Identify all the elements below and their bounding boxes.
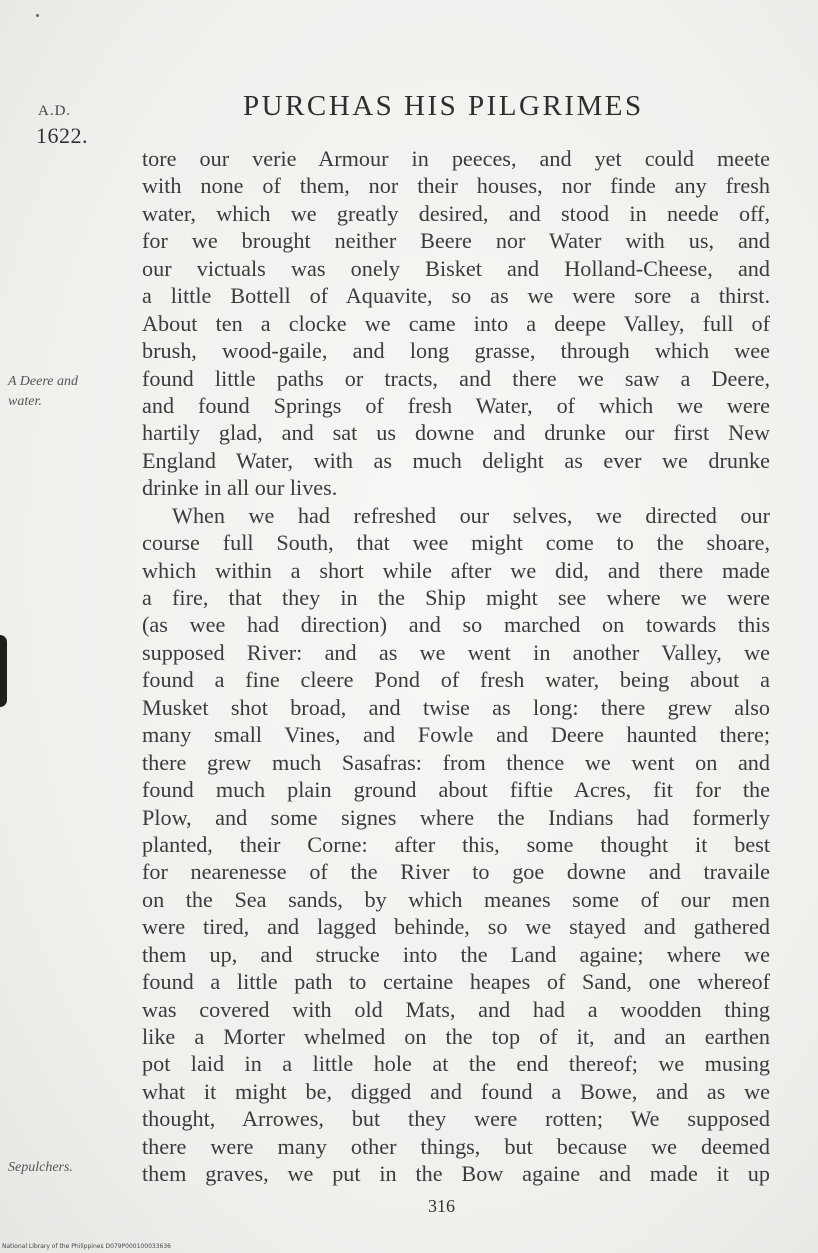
text-line: which within a short while after we did, and there made	[142, 557, 770, 583]
year-label: 1622.	[36, 123, 88, 148]
text-line: hartily glad, and sat us downe and drunke our first New	[142, 420, 770, 446]
text-line: course full South, that wee might come to the shoare,	[142, 530, 770, 556]
text-line: with none of them, nor their houses, nor finde any fresh	[142, 173, 770, 199]
text-line: brush, wood-gaile, and long grasse, through which wee	[142, 338, 770, 364]
text-line: was covered with old Mats, and had a woodden thing	[142, 996, 770, 1022]
text-line: pot laid in a little hole at the end thereof; we musing	[142, 1051, 770, 1077]
text-line: were tired, and lagged behinde, so we stayed and gathered	[142, 914, 770, 940]
text-line: found little paths or tracts, and there we saw a Deere,	[142, 365, 770, 391]
text-line: found a fine cleere Pond of fresh water, being about a	[142, 667, 770, 693]
text-line: Plow, and some signes where the Indians had formerly	[142, 804, 770, 830]
text-line: water, which we greatly desired, and stood in neede off,	[142, 200, 770, 226]
text-line: what it might be, digged and found a Bowe, and as we	[142, 1078, 770, 1104]
binding-shadow	[0, 635, 7, 707]
text-line: for nearenesse of the River to goe downe and travaile	[142, 859, 770, 885]
text-line: like a Morter whelmed on the top of it, and an earthen	[142, 1024, 770, 1049]
era-label: A.D.	[38, 103, 72, 119]
margin-note-sepulchers: Sepulchers.	[8, 1160, 73, 1175]
text-line: there grew much Sasafras: from thence we went on and	[142, 749, 770, 775]
text-line: there were many other things, but because we deemed	[142, 1133, 770, 1159]
ink-speck	[36, 14, 39, 17]
text-line: for we brought neither Beere nor Water with us, and	[142, 228, 770, 254]
text-line: England Water, with as much delight as ever we drunke	[142, 447, 770, 473]
page-number: 316	[428, 1196, 455, 1216]
text-line: them up, and strucke into the Land againe; where we	[142, 941, 770, 967]
text-line: many small Vines, and Fowle and Deere haunted there;	[142, 722, 770, 748]
margin-note-deere-water	[8, 372, 78, 412]
text-line: Musket shot broad, and twise as long: there grew also	[142, 694, 770, 720]
text-line: (as wee had direction) and so marched on towards this	[142, 612, 770, 638]
text-line: on the Sea sands, by which meanes some of our men	[142, 886, 770, 912]
text-line: a fire, that they in the Ship might see where we were	[142, 585, 770, 610]
text-line: found a little path to certaine heapes of Sand, one whereof	[142, 969, 770, 995]
text-line: found much plain ground about fiftie Acres, fit for the	[142, 777, 770, 803]
text-line: and found Springs of fresh Water, of which we were	[142, 392, 770, 418]
margin-note-line: water.	[8, 394, 42, 409]
text-line: About ten a clocke we came into a deepe Valley, full of	[142, 310, 770, 336]
scan-footer: National Library of the Philippines D079P000100033636	[2, 1243, 171, 1250]
text-line: tore our verie Armour in peeces, and yet could meete	[142, 146, 770, 171]
body-text	[142, 145, 770, 1188]
text-line: our victuals was onely Bisket and Holland-Cheese, and	[142, 255, 770, 281]
text-line: planted, their Corne: after this, some thought it best	[142, 831, 770, 857]
margin-note-line: A Deere and	[8, 374, 78, 389]
text-line: supposed River: and as we went in another Valley, we	[142, 639, 770, 665]
text-line: a little Bottell of Aquavite, so as we were sore a thirst.	[142, 283, 770, 309]
running-title: PURCHAS HIS PILGRIMES	[243, 90, 644, 122]
text-line: thought, Arrowes, but they were rotten; We supposed	[142, 1106, 770, 1132]
text-line: drinke in all our lives.	[142, 475, 338, 501]
text-line: them graves, we put in the Bow againe and made it up	[142, 1161, 770, 1187]
text-line: When we had refreshed our selves, we directed our	[172, 502, 770, 528]
